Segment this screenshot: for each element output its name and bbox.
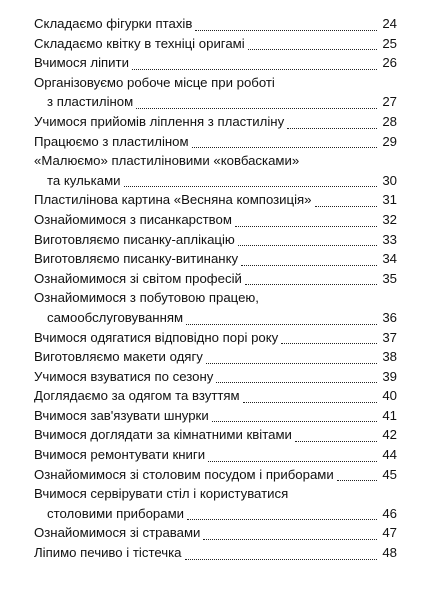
toc-entry-title: Ознайомимося зі світом професій [34, 270, 242, 286]
dot-leader [136, 97, 377, 112]
dot-leader [195, 19, 377, 34]
toc-entry-line [34, 523, 397, 543]
table-of-contents [34, 14, 397, 563]
toc-entry-continuation-line [34, 504, 397, 524]
toc-page-number: 47 [382, 525, 397, 541]
dot-leader [248, 38, 377, 53]
dot-leader [243, 391, 377, 406]
toc-page-number: 42 [382, 427, 397, 443]
toc-page-number: 34 [382, 251, 397, 267]
toc-entry [34, 288, 397, 327]
toc-entry [34, 132, 397, 152]
toc-entry-title: та кульками [47, 172, 121, 188]
toc-entry-line [34, 445, 397, 465]
dot-leader [187, 508, 377, 523]
toc-page-number: 36 [382, 309, 397, 325]
toc-entry-line [34, 249, 397, 269]
dot-leader [281, 332, 377, 347]
dot-leader [203, 528, 377, 543]
toc-page-number: 27 [382, 94, 397, 110]
dot-leader [337, 469, 377, 484]
toc-entry [34, 53, 397, 73]
toc-entry [34, 151, 397, 190]
toc-page-number: 37 [382, 329, 397, 345]
toc-entry-line [34, 210, 397, 230]
dot-leader [241, 254, 377, 269]
toc-entry-line [34, 367, 397, 387]
toc-entry-line [34, 406, 397, 426]
toc-entry-line [34, 425, 397, 445]
toc-page-number: 28 [382, 113, 397, 129]
toc-entry-line [34, 347, 397, 367]
dot-leader [208, 450, 377, 465]
toc-entry-title: Виготовляємо писанку-аплікацію [34, 231, 235, 247]
toc-entry-line [34, 328, 397, 348]
toc-entry-title: столовими приборами [47, 505, 185, 521]
toc-entry-title: Ознайомимося з побутовою працею, [34, 290, 259, 306]
toc-page-number: 26 [382, 55, 397, 71]
toc-entry-line [34, 151, 397, 171]
toc-entry [34, 34, 397, 54]
toc-page-number: 32 [382, 211, 397, 227]
toc-entry-line [34, 73, 397, 93]
toc-entry-continuation-line [34, 92, 397, 112]
toc-entry [34, 484, 397, 523]
toc-page-number: 44 [382, 447, 397, 463]
toc-entry-line [34, 386, 397, 406]
toc-entry-line [34, 484, 397, 504]
dot-leader [245, 273, 377, 288]
toc-entry-title: Організовуємо робоче місце при роботі [34, 74, 275, 90]
toc-entry [34, 425, 397, 445]
toc-entry [34, 190, 397, 210]
toc-entry-title: Вчимося одягатися відповідно порі року [34, 329, 279, 345]
toc-entry-title: Вчимося сервірувати стіл і користуватися [34, 486, 289, 502]
toc-entry-title: Ознайомимося зі стравами [34, 525, 201, 541]
toc-entry-title: Вчимося доглядати за кімнатними квітами [34, 427, 292, 443]
toc-entry-line [34, 34, 397, 54]
toc-entry-line [34, 230, 397, 250]
toc-entry [34, 406, 397, 426]
toc-entry [34, 543, 397, 563]
toc-entry-title: Ліпимо печиво і тістечка [34, 545, 182, 561]
toc-entry-title: Складаємо квітку в техніці оригамі [34, 35, 245, 51]
toc-entry-title: Учимося взуватися по сезону [34, 368, 214, 384]
toc-page-number: 39 [382, 368, 397, 384]
toc-entry-line [34, 112, 397, 132]
toc-entry-title: Працюємо з пластиліном [34, 133, 189, 149]
toc-entry-line [34, 465, 397, 485]
toc-entry-line [34, 14, 397, 34]
toc-entry-title: Учимося прийомів ліплення з пластиліну [34, 113, 285, 129]
toc-entry [34, 269, 397, 289]
toc-entry [34, 523, 397, 543]
toc-entry [34, 367, 397, 387]
dot-leader [192, 136, 377, 151]
toc-page-number: 38 [382, 349, 397, 365]
dot-leader [206, 352, 377, 367]
toc-page-number: 30 [382, 172, 397, 188]
toc-page-number: 46 [382, 505, 397, 521]
toc-page-number: 41 [382, 407, 397, 423]
dot-leader [132, 58, 377, 73]
toc-entry-title: Пластилінова картина «Весняна композиція» [34, 192, 312, 208]
toc-entry-title: Складаємо фігурки птахів [34, 16, 193, 31]
toc-entry [34, 73, 397, 112]
toc-entry [34, 210, 397, 230]
toc-entry-title: самообслуговуванням [47, 309, 184, 325]
toc-entry-title: «Малюємо» пластиліновими «ковбасками» [34, 153, 300, 169]
toc-entry-title: з пластиліном [47, 94, 134, 110]
toc-page-number: 40 [382, 388, 397, 404]
toc-entry-title: Виготовляємо писанку-витинанку [34, 251, 239, 267]
toc-entry-title: Вчимося ліпити [34, 55, 129, 71]
toc-entry-line [34, 269, 397, 289]
dot-leader [216, 371, 377, 386]
dot-leader [185, 548, 378, 563]
dot-leader [186, 313, 377, 328]
toc-entry-title: Ознайомимося зі столовим посудом і приборами [34, 466, 334, 482]
toc-entry [34, 249, 397, 269]
toc-entry-title: Доглядаємо за одягом та взуттям [34, 388, 240, 404]
toc-page-number: 25 [382, 35, 397, 51]
dot-leader [124, 175, 377, 190]
toc-entry-title: Виготовляємо макети одягу [34, 349, 203, 365]
toc-entry [34, 230, 397, 250]
toc-entry-title: Ознайомимося з писанкарством [34, 211, 232, 227]
toc-page-number: 45 [382, 466, 397, 482]
dot-leader [238, 234, 377, 249]
dot-leader [315, 195, 377, 210]
toc-entry-continuation-line [34, 171, 397, 191]
toc-page-number: 48 [382, 545, 397, 561]
toc-page-number: 35 [382, 270, 397, 286]
toc-entry-line [34, 53, 397, 73]
toc-entry-title: Вчимося зав'язувати шнурки [34, 407, 209, 423]
toc-page-number: 31 [382, 192, 397, 208]
toc-entry [34, 328, 397, 348]
toc-entry [34, 347, 397, 367]
toc-entry [34, 465, 397, 485]
toc-page-number: 24 [382, 16, 397, 31]
toc-entry [34, 445, 397, 465]
toc-entry-line [34, 288, 397, 308]
toc-entry-title: Вчимося ремонтувати книги [34, 447, 206, 463]
toc-page-number: 29 [382, 133, 397, 149]
dot-leader [287, 117, 377, 132]
toc-entry [34, 112, 397, 132]
toc-entry [34, 386, 397, 406]
toc-entry-line [34, 543, 397, 563]
toc-page-number: 33 [382, 231, 397, 247]
toc-entry-continuation-line [34, 308, 397, 328]
toc-entry [34, 14, 397, 34]
dot-leader [235, 215, 377, 230]
toc-entry-line [34, 132, 397, 152]
dot-leader [295, 430, 377, 445]
toc-entry-line [34, 190, 397, 210]
dot-leader [212, 410, 377, 425]
